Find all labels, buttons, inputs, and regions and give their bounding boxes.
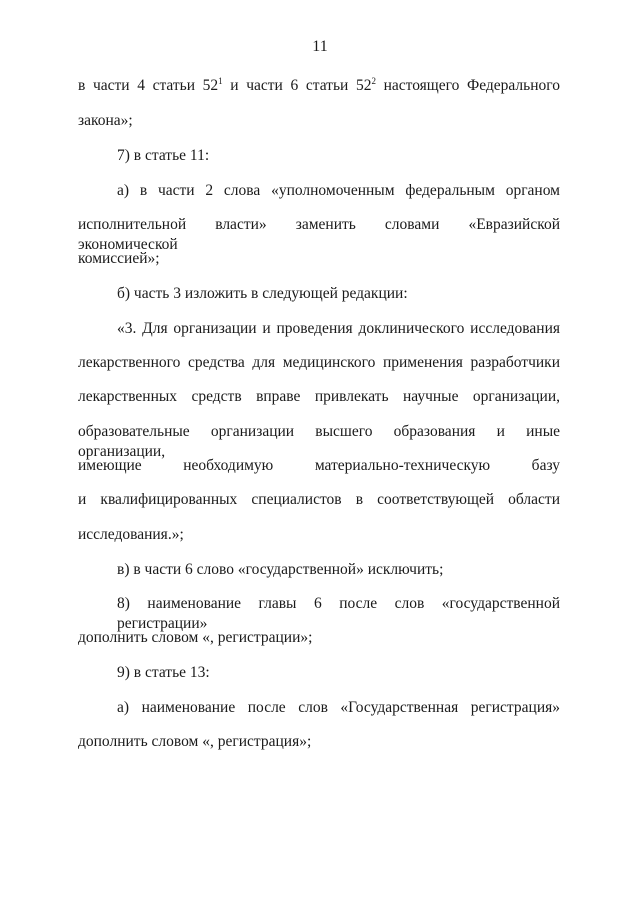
text-line-2: закона»; — [78, 112, 133, 129]
text-fragment: в части 4 статьи 52 — [78, 77, 219, 94]
text-line-15: в) в части 6 слово «государственной» исключить; — [117, 561, 444, 578]
text-line-14: исследования.»; — [78, 526, 184, 543]
text-line-19: а) наименование после слов «Государственная регистрация» — [117, 699, 560, 716]
text-line-3: 7) в статье 11: — [117, 147, 210, 164]
text-line-12: имеющие необходимую материально-техническую базу — [78, 457, 560, 474]
text-line-10: лекарственных средств вправе привлекать научные организации, — [78, 388, 560, 405]
page-number: 11 — [312, 38, 328, 55]
text-line-18: 9) в статье 13: — [117, 664, 210, 681]
text-line-13: и квалифицированных специалистов в соответствующей области — [78, 491, 560, 508]
text-line-6: комиссией»; — [78, 250, 160, 267]
superscript: 1 — [218, 76, 223, 86]
text-line-9: лекарственного средства для медицинского применения разработчики — [78, 354, 560, 371]
text-line-16: 8) наименование главы 6 после слов «государственной регистрации» — [117, 595, 560, 632]
text-fragment: настоящего Федерального — [375, 77, 560, 94]
text-line-4: а) в части 2 слова «уполномоченным федеральным органом — [117, 182, 560, 199]
text-line-8: «3. Для организации и проведения доклинического исследования — [117, 320, 560, 337]
text-line-17: дополнить словом «, регистрации»; — [78, 629, 313, 646]
text-line-20: дополнить словом «, регистрация»; — [78, 733, 312, 750]
text-fragment: и части 6 статьи 52 — [222, 77, 372, 94]
text-line-11: образовательные организации высшего образования и иные организации, — [78, 423, 560, 460]
text-line-1 — [78, 76, 560, 96]
superscript: 2 — [371, 76, 376, 86]
text-line-5: исполнительной власти» заменить словами «Евразийской экономической — [78, 216, 560, 253]
text-line-7: б) часть 3 изложить в следующей редакции: — [117, 285, 408, 302]
